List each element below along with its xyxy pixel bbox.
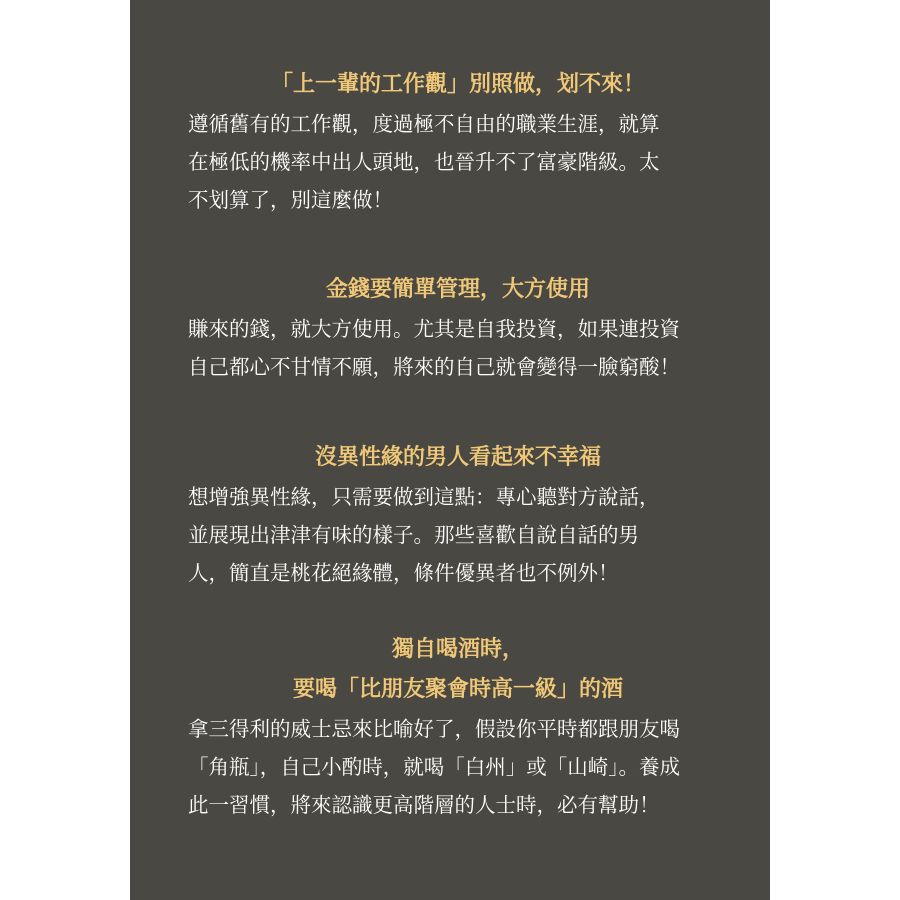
section-body	[188, 710, 728, 824]
section-body	[188, 105, 728, 219]
section-work-view	[188, 65, 728, 219]
body-line: 人，簡直是桃花絕緣體，條件優異者也不例外！	[188, 561, 619, 585]
heading-line: 獨自喝酒時，	[391, 637, 524, 662]
body-line: 拿三得利的威士忌來比喻好了，假設你平時都跟朋友喝	[188, 717, 680, 741]
body-line: 賺來的錢，就大方使用。尤其是自我投資，如果連投資	[188, 317, 680, 341]
body-line: 不划算了，別這麼做！	[188, 188, 393, 212]
section-heading	[188, 65, 728, 105]
content-panel	[130, 0, 770, 900]
body-line: 自己都心不甘情不願，將來的自己就會變得一臉窮酸！	[188, 355, 680, 379]
body-line: 遵循舊有的工作觀，度過極不自由的職業生涯，就算	[188, 112, 660, 136]
section-body	[188, 310, 728, 386]
heading-line: 要喝「比朋友聚會時高一級」的酒	[292, 677, 623, 702]
body-line: 此一習慣，將來認識更高階層的人士時，必有幫助！	[188, 793, 660, 817]
body-line: 「角瓶」，自己小酌時，就喝「白州」或「山崎」。養成	[188, 755, 680, 779]
heading-line: 「上一輩的工作觀」別照做，划不來！	[270, 72, 645, 97]
body-line: 在極低的機率中出人頭地，也晉升不了富豪階級。太	[188, 150, 660, 174]
section-money	[188, 270, 728, 386]
section-heading	[188, 438, 728, 478]
section-heading	[188, 630, 728, 710]
body-line: 並展現出津津有味的樣子。那些喜歡自說自話的男	[188, 523, 639, 547]
body-line: 想增強異性緣，只需要做到這點：專心聽對方說話，	[188, 485, 660, 509]
section-body	[188, 478, 728, 592]
section-popularity	[188, 438, 728, 592]
heading-line: 沒異性緣的男人看起來不幸福	[314, 445, 601, 470]
section-drinking	[188, 630, 728, 824]
heading-line: 金錢要簡單管理，大方使用	[325, 277, 590, 302]
section-heading	[188, 270, 728, 310]
